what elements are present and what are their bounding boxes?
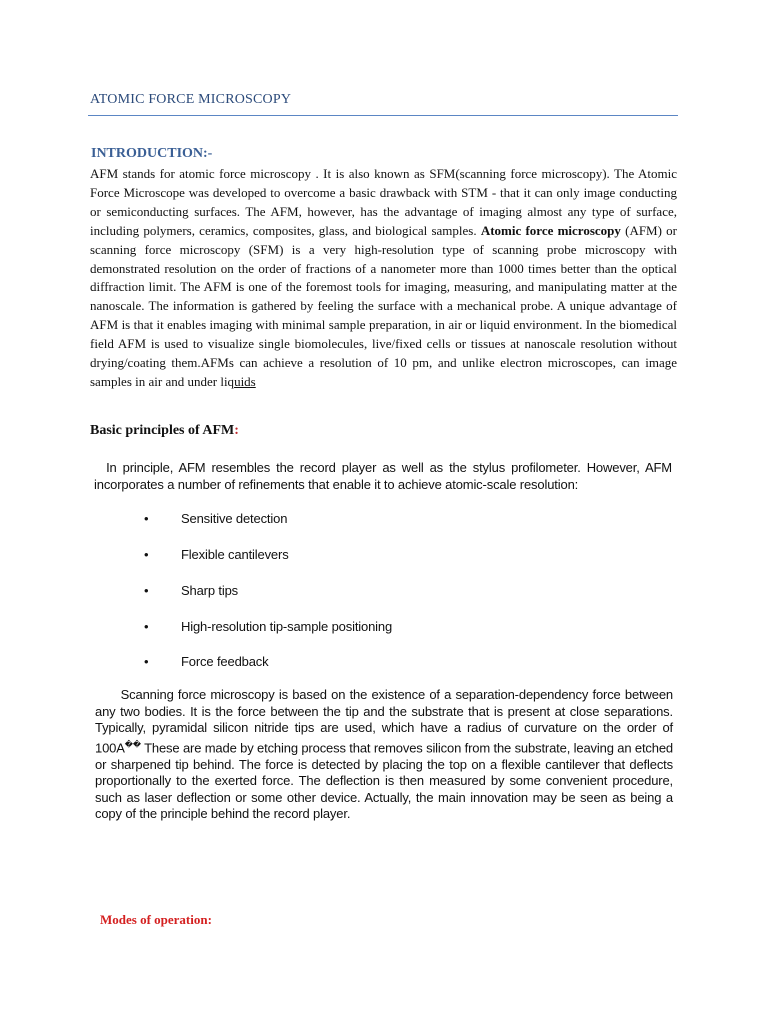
scanning-text-part1: Scanning force microscopy is based on the existence of a separation-dependency force between any two bodies. It is the force between the tip and the substrate that is present at close separations. Typically, pyramidal silicon nitride tips are used, which have a radius of curvature on the order of 100A <box>95 687 673 756</box>
basic-principles-heading <box>90 423 239 439</box>
scanning-force-paragraph <box>95 687 673 823</box>
intro-text-part1: AFM stands for atomic force microscopy . It is also known as SFM(scanning force microscopy). The Atomic Force Microscope was developed to overcome a basic drawback with STM - that it can only image conducting or semiconducting surfaces. The AFM, however, has the advantage of imaging almost any type of surface, including polymers, ceramics, composites, glass, and biological samples. <box>90 166 677 238</box>
scanning-text-part2: These are made by etching process that removes silicon from the substrate, leaving an etched or sharpened tip behind. The force is detected by placing the top on a flexible cantilever that deflects proportionally to the exerted force. The deflection is then measured by some convenient procedure, such as laser deflection or some other device. Actually, the main innovation may be seen as being a copy of the principle behind the record player. <box>95 740 673 822</box>
introduction-heading: INTRODUCTION:- <box>91 146 213 161</box>
basic-principles-text: In principle, AFM resembles the record player as well as the stylus profilometer. However, AFM incorporates a number of refinements that enable it to achieve atomic-scale resolution: <box>94 460 672 492</box>
basic-heading-colon: : <box>234 423 239 438</box>
modes-of-operation-heading: Modes of operation: <box>100 912 212 927</box>
introduction-paragraph <box>90 165 677 392</box>
bullet-dot-icon: • <box>144 511 149 526</box>
bullet-dot-icon: • <box>144 583 149 598</box>
intro-text-part2: (AFM) or scanning force microscopy (SFM) is a very high-resolution type of scanning probe microscopy with demonstrated resolution on the order of fractions of a nanometer more than 1000 times better than the optical diffraction limit. The AFM is one of the foremost tools for imaging, measuring, and manipulating matter at the nanoscale. The information is gathered by feeling the surface with a mechanical probe. A unique advantage of AFM is that it enables imaging with minimal sample preparation, in air or liquid environment. In the biomedical field AFM is used to visualize single biomolecules, live/fixed cells or tissues at nanoscale resolution without drying/coating them.AFMs can achieve a resolution of 10 pm, and unlike electron microscopes, can image samples in air and under <box>90 222 677 389</box>
document-title: ATOMIC FORCE MICROSCOPY <box>90 92 292 107</box>
intro-text-end: liq <box>220 373 235 389</box>
intro-text-underlined-end: uids <box>234 373 256 389</box>
list-item-text: Flexible cantilevers <box>181 547 289 562</box>
bullet-dot-icon: • <box>144 547 149 562</box>
title-divider <box>88 115 678 116</box>
superscript-glyph: �� <box>124 739 141 749</box>
bullet-dot-icon: • <box>144 619 149 634</box>
basic-principles-paragraph <box>94 459 672 493</box>
list-item-text: Sharp tips <box>181 583 239 598</box>
list-item-text: Sensitive detection <box>181 511 288 526</box>
intro-bold-term: Atomic force microscopy <box>480 222 621 238</box>
list-item-text: Force feedback <box>181 654 269 669</box>
basic-heading-text: Basic principles of AFM <box>90 423 235 438</box>
bullet-dot-icon: • <box>144 654 149 669</box>
list-item-text: High-resolution tip-sample positioning <box>181 619 393 634</box>
